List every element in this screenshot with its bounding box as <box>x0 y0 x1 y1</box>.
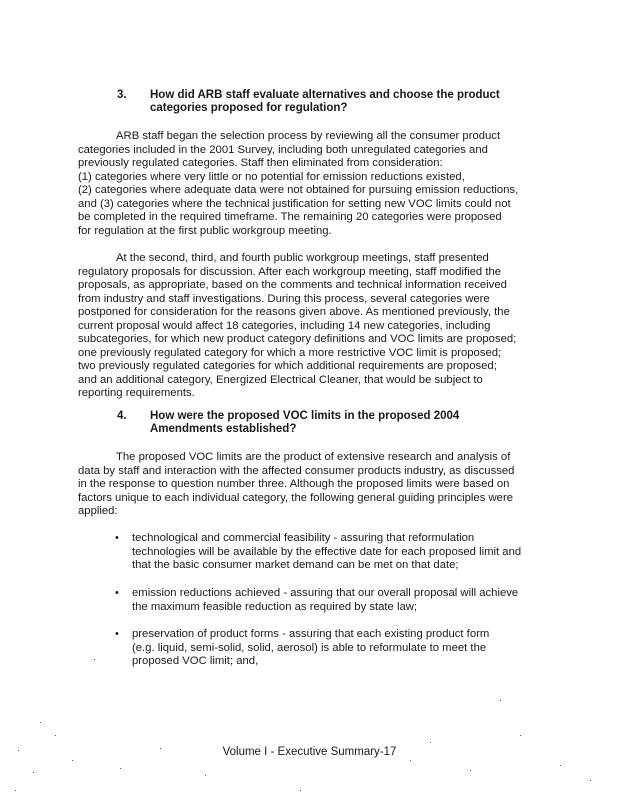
bullet-text <box>132 532 552 573</box>
paragraph-line: factors unique to each individual category, the following general guiding principles were <box>78 491 513 504</box>
paragraph-line: current proposal would affect 18 categories, including 14 new categories, including <box>78 319 491 332</box>
bullet-dot-icon: • <box>115 628 119 640</box>
paragraph-line: two previously regulated categories for which additional requirements are proposed; <box>78 360 497 372</box>
paragraph-line: previously regulated categories. Staff then eliminated from consideration: <box>78 157 443 169</box>
section-4-title-line: How were the proposed VOC limits in the proposed 2004 <box>150 410 460 422</box>
paragraph-line: categories included in the 2001 Survey, including both unregulated categories and <box>78 143 488 156</box>
section-4-heading <box>117 410 537 438</box>
bullet-line: technological and commercial feasibility - assuring that reformulation <box>132 532 475 544</box>
section-4-number: 4. <box>117 410 127 422</box>
paragraph-line: in the response to question number three. Although the proposed limits were based on <box>78 478 510 490</box>
paragraph-line: applied: <box>78 505 118 517</box>
bullet-line: that the basic consumer market demand can be met on that date; <box>132 559 459 571</box>
section-4-title <box>150 410 530 436</box>
bullet-dot-icon: • <box>115 532 119 544</box>
section-3-title-line: How did ARB staff evaluate alternatives and choose the product <box>150 89 500 101</box>
bullet-line: proposed VOC limit; and, <box>132 655 259 667</box>
paragraph-line: reporting requirements. <box>78 387 195 399</box>
page-footer: Volume I - Executive Summary-17 <box>222 746 397 758</box>
paragraph-line: proposals, as appropriate, based on the comments and technical information received <box>78 279 507 291</box>
paragraph-line: and an additional category, Energized Electrical Cleaner, that would be subject to <box>78 373 483 386</box>
paragraph-line: At the second, third, and fourth public workgroup meetings, staff presented <box>116 252 489 264</box>
section-3-heading <box>117 89 537 117</box>
paragraph-line: (2) categories where adequate data were not obtained for pursuing emission reductions, <box>78 184 519 196</box>
bullet-text <box>132 587 552 614</box>
paragraph-voc-limits <box>78 451 538 519</box>
paragraph-line: postponed for consideration for the reasons given above. As mentioned previously, the <box>78 306 510 318</box>
paragraph-line: be completed in the required timeframe. The remaining 20 categories were proposed <box>78 211 502 223</box>
paragraph-line: regulatory proposals for discussion. After each workgroup meeting, staff modified the <box>78 265 502 278</box>
paragraph-line: one previously regulated category for which a more restrictive VOC limit is proposed; <box>78 346 502 359</box>
paragraph-line: data by staff and interaction with the affected consumer products industry, as discussed <box>78 464 515 477</box>
paragraph-line: subcategories, for which new product category definitions and VOC limits are proposed; <box>78 333 517 345</box>
bullet-line: (e.g. liquid, semi-solid, solid, aerosol) is able to reformulate to meet the <box>132 641 487 654</box>
paragraph-line: from industry and staff investigations. During this process, several categories were <box>78 292 490 305</box>
section-3-number: 3. <box>117 89 127 101</box>
paragraph-line: The proposed VOC limits are the product of extensive research and analysis of <box>116 451 511 463</box>
section-4-title-line: Amendments established? <box>150 423 297 435</box>
paragraph-line: ARB staff began the selection process by reviewing all the consumer product <box>116 130 501 142</box>
paragraph-workgroup-meetings <box>78 252 538 401</box>
section-3-title <box>150 89 530 115</box>
bullet-dot-icon: • <box>115 587 119 599</box>
paragraph-selection-process <box>78 130 538 238</box>
paragraph-line: and (3) categories where the technical justification for setting new VOC limits could not <box>78 197 511 210</box>
paragraph-line: for regulation at the first public workgroup meeting. <box>78 224 332 237</box>
bullet-text <box>132 628 552 669</box>
section-3-title-line: categories proposed for regulation? <box>150 102 348 114</box>
bullet-line: emission reductions achieved - assuring that our overall proposal will achieve <box>132 587 519 599</box>
bullet-line: the maximum feasible reduction as required by state law; <box>132 600 418 613</box>
bullet-line: preservation of product forms - assuring that each existing product form <box>132 628 490 640</box>
paragraph-line: (1) categories where very little or no potential for emission reductions existed, <box>78 170 465 183</box>
bullet-line: technologies will be available by the effective date for each proposed limit and <box>132 545 522 558</box>
